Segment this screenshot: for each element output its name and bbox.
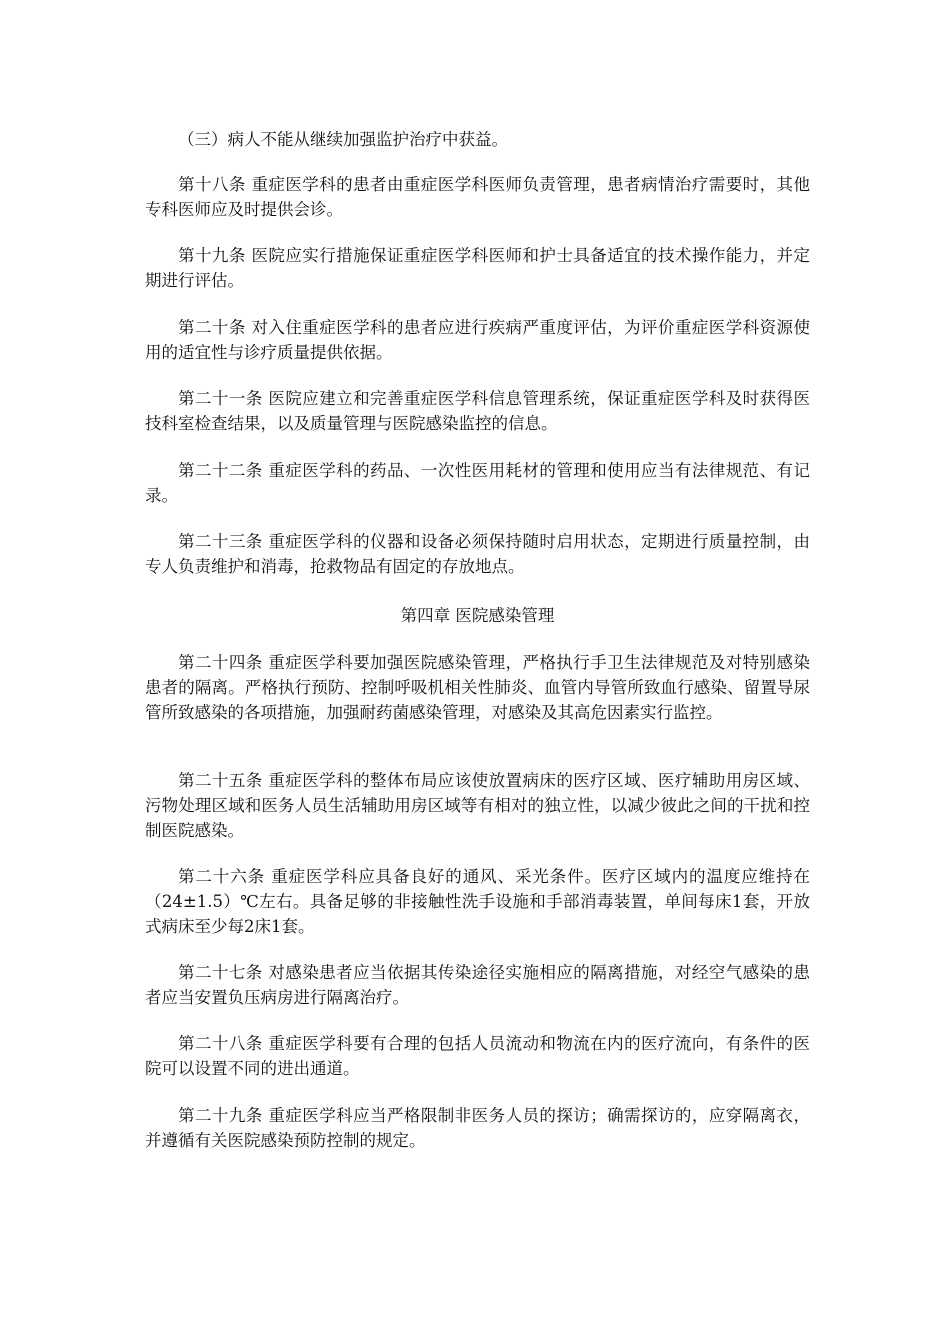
paragraph-article-21: 第二十一条 医院应建立和完善重症医学科信息管理系统，保证重症医学科及时获得医技科室检查结果，以及质量管理与医院感染监控的信息。 [145,389,810,433]
paragraph-article-22: 第二十二条 重症医学科的药品、一次性医用耗材的管理和使用应当有法律规范、有记录。 [145,461,810,505]
paragraph-article-27: 第二十七条 对感染患者应当依据其传染途径实施相应的隔离措施，对经空气感染的患者应当安置负压病房进行隔离治疗。 [145,963,810,1007]
paragraph-article-18: 第十八条 重症医学科的患者由重症医学科医师负责管理，患者病情治疗需要时，其他专科医师应及时提供会诊。 [145,175,810,219]
paragraph-article-23: 第二十三条 重症医学科的仪器和设备必须保持随时启用状态，定期进行质量控制，由专人负责维护和消毒，抢救物品有固定的存放地点。 [145,532,810,576]
paragraph-criteria-item-3: （三）病人不能从继续加强监护治疗中获益。 [178,130,508,149]
chapter-heading: 第四章 医院感染管理 [400,606,555,625]
paragraph-article-24: 第二十四条 重症医学科要加强医院感染管理，严格执行手卫生法律规范及对特别感染患者的隔离。严格执行预防、控制呼吸机相关性肺炎、血管内导管所致血行感染、留置导尿管所致感染的各项措施，加强耐药菌感染管理，对感染及其高危因素实行监控。 [145,653,810,722]
paragraph-article-29: 第二十九条 重症医学科应当严格限制非医务人员的探访；确需探访的，应穿隔离衣，并遵循有关医院感染预防控制的规定。 [145,1106,810,1150]
paragraph-article-25: 第二十五条 重症医学科的整体布局应该使放置病床的医疗区域、医疗辅助用房区域、污物处理区域和医务人员生活辅助用房区域等有相对的独立性，以减少彼此之间的干扰和控制医院感染。 [145,771,810,840]
paragraph-article-19: 第十九条 医院应实行措施保证重症医学科医师和护士具备适宜的技术操作能力，并定期进行评估。 [145,246,810,290]
paragraph-article-28: 第二十八条 重症医学科要有合理的包括人员流动和物流在内的医疗流向，有条件的医院可以设置不同的进出通道。 [145,1034,810,1078]
paragraph-article-20: 第二十条 对入住重症医学科的患者应进行疾病严重度评估，为评价重症医学科资源使用的适宜性与诊疗质量提供依据。 [145,318,810,362]
paragraph-article-26: 第二十六条 重症医学科应具备良好的通风、采光条件。医疗区域内的温度应维持在（24±1.5）℃左右。具备足够的非接触性洗手设施和手部消毒装置，单间每床1套，开放式病床至少每2床1套。 [145,867,810,936]
